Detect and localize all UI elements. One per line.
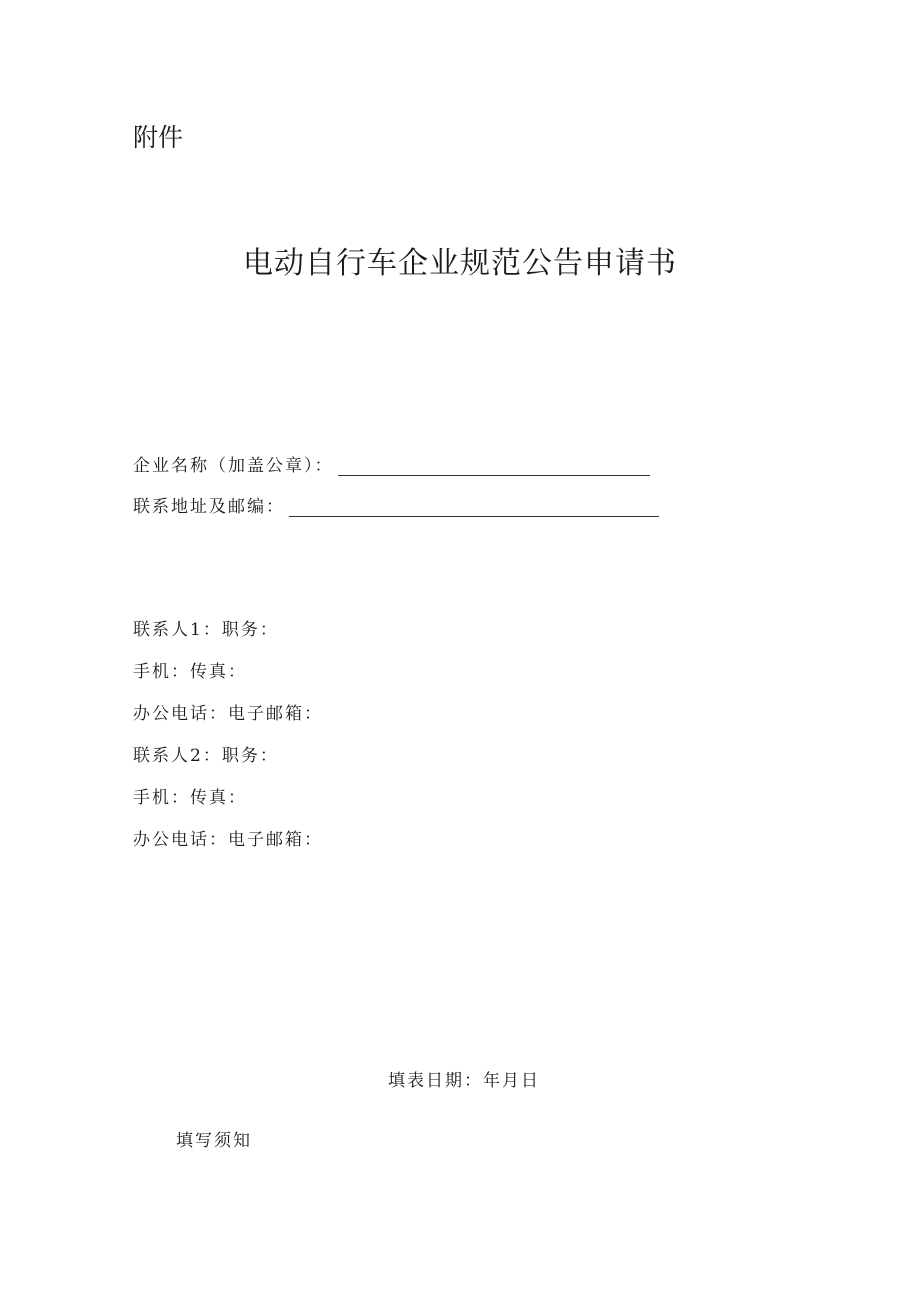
attachment-label: 附件: [133, 123, 184, 152]
address-label: 联系地址及邮编：: [133, 497, 285, 517]
company-name-label: 企业名称（加盖公章）：: [133, 456, 334, 476]
contact2-office-email-line: 办公电话：电子邮箱：: [133, 830, 323, 850]
address-blank[interactable]: [289, 498, 659, 517]
contact1-office-email-line: 办公电话：电子邮箱：: [133, 704, 323, 724]
fill-date-line: 填表日期：年月日: [388, 1071, 540, 1091]
notice-heading: 填写须知: [176, 1131, 252, 1151]
contact1-title-line: 联系人1：职务：: [133, 620, 279, 640]
document-title: 电动自行车企业规范公告申请书: [243, 246, 677, 281]
address-field: [133, 492, 659, 517]
company-name-field: [133, 451, 650, 476]
company-name-blank[interactable]: [338, 457, 650, 476]
contact1-phone-fax-line: 手机：传真：: [133, 662, 247, 682]
contact2-phone-fax-line: 手机：传真：: [133, 788, 247, 808]
contact2-title-line: 联系人2：职务：: [133, 746, 279, 766]
